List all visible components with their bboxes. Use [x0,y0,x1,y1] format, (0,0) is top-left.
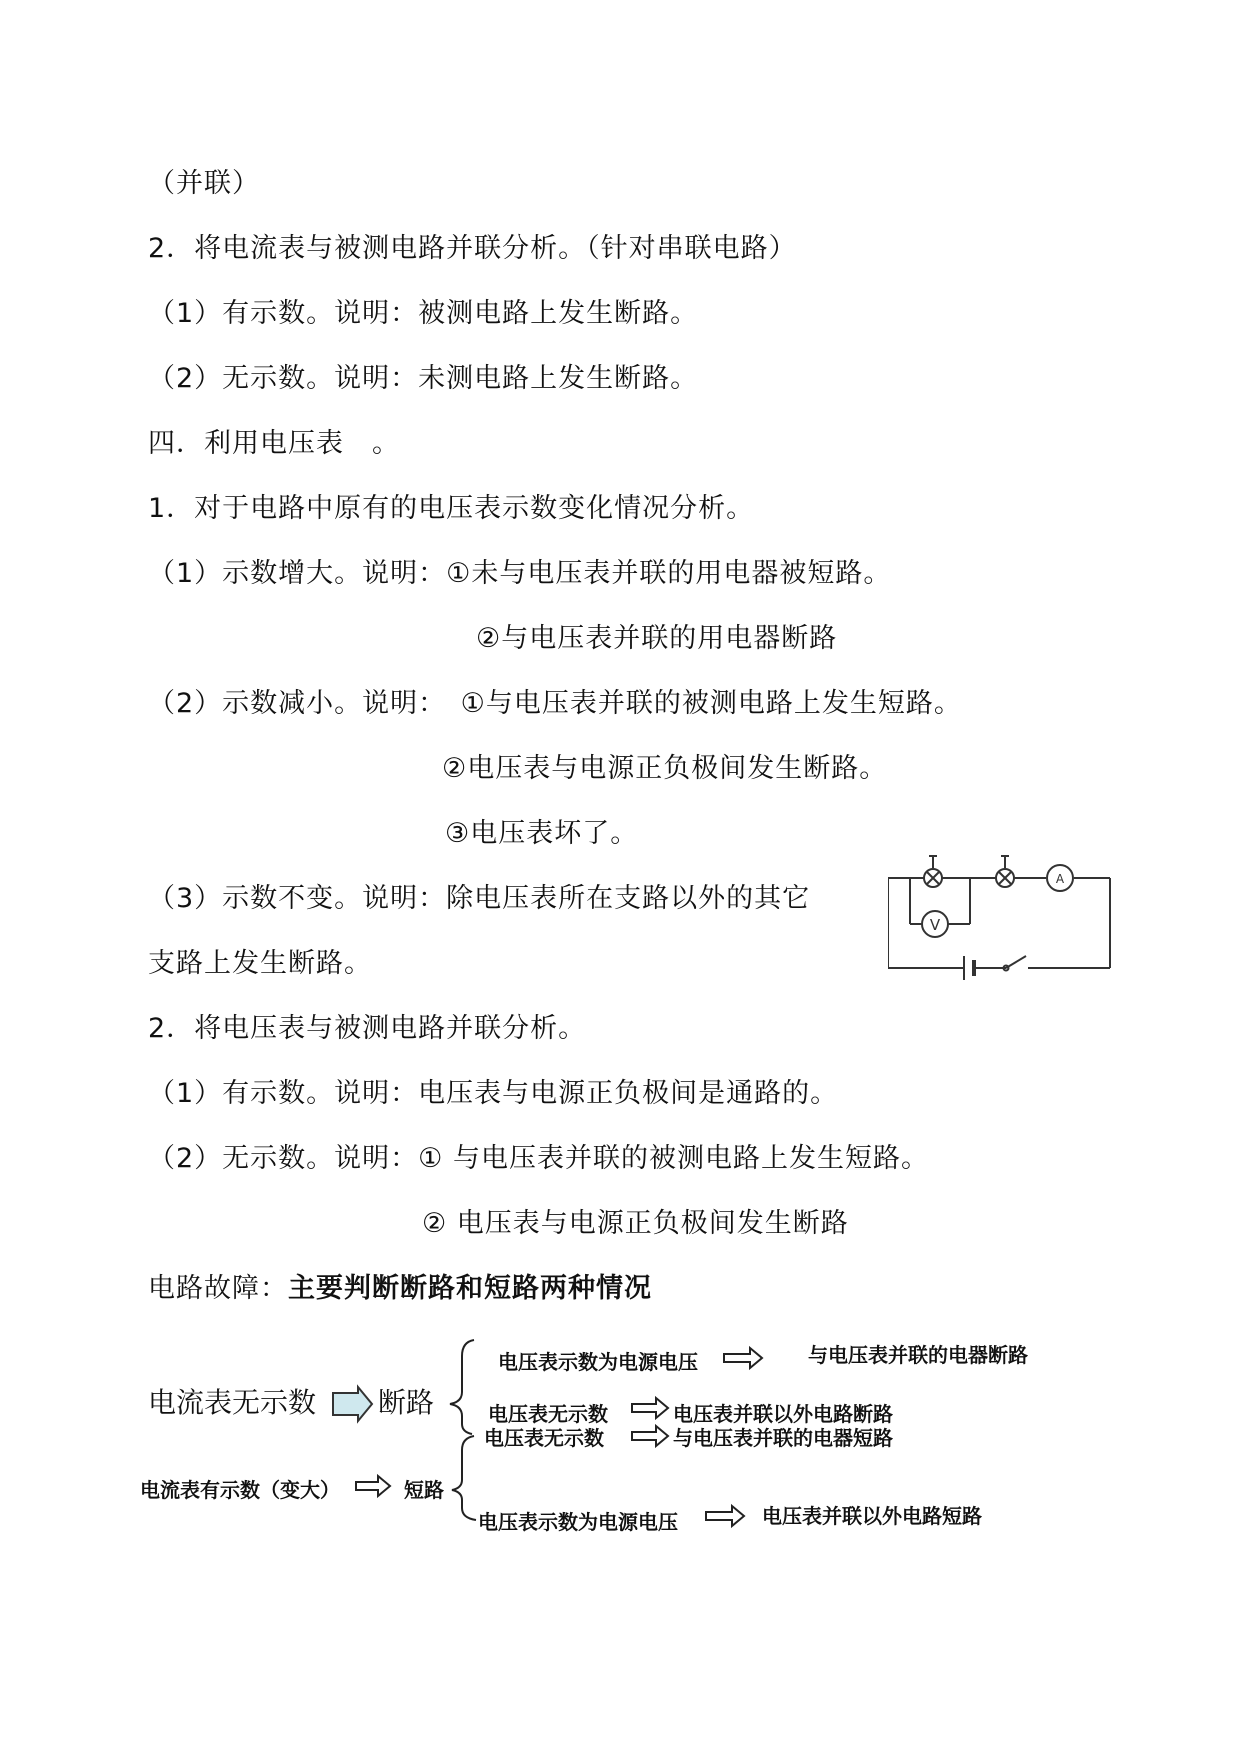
text-line-reading-unchanged: （3）示数不变。说明：除电压表所在支路以外的其它 [148,883,811,914]
fc-arrow-5-icon [706,1506,744,1526]
text-line-increase-cause-2: ②与电压表并联的用电器断路 [476,623,838,654]
fc-open-circuit: 断路 [378,1386,435,1419]
text-line-decrease-cause-3: ③电压表坏了。 [445,818,639,849]
fc-branch-1-result: 与电压表并联的电器断路 [808,1343,1028,1367]
fc-ammeter-reading: 电流表有示数（变大） [140,1478,340,1502]
fc-short-circuit: 短路 [404,1478,444,1502]
fc-ammeter-no-reading: 电流表无示数 [148,1386,317,1419]
text-line-voltmeter-change: 1．对于电路中原有的电压表示数变化情况分析。 [148,493,755,524]
text-line-voltmeter-reading: （1）有示数。说明：电压表与电源正负极间是通路的。 [148,1078,839,1109]
fc-arrow-4-icon [356,1476,390,1496]
summary-text: 主要判断断路和短路两种情况 [288,1273,652,1304]
text-line-no-reading-cause-2: ② 电压表与电源正负极间发生断路 [422,1208,849,1239]
fc-branch-2-result: 电压表并联以外电路断路 [673,1402,893,1426]
fc-arrow-big-icon [333,1387,372,1421]
text-line-reading-decrease: （2）示数减小。说明： ①与电压表并联的被测电路上发生短路。 [148,688,962,719]
text-line-decrease-cause-2: ②电压表与电源正负极间发生断路。 [442,753,888,784]
fc-brace-top-icon [450,1340,474,1434]
text-line-voltmeter-parallel: 2．将电压表与被测电路并联分析。 [148,1013,587,1044]
fc-arrow-1-icon [724,1348,762,1368]
text-line-ammeter-reading: （1）有示数。说明：被测电路上发生断路。 [148,298,699,329]
summary-label: 电路故障： [148,1273,288,1304]
section-heading-voltmeter: 四．利用电压表 。 [148,428,400,459]
fc-branch-4-cond: 电压表示数为电源电压 [478,1510,678,1534]
fc-branch-4-result: 电压表并联以外电路短路 [762,1504,982,1528]
fc-branch-2-cond: 电压表无示数 [488,1402,608,1426]
fc-branch-3-cond: 电压表无示数 [484,1426,604,1450]
text-line-ammeter-heading: 2．将电流表与被测电路并联分析。（针对串联电路） [148,233,797,264]
fc-branch-1-cond: 电压表示数为电源电压 [498,1350,698,1374]
text-line-reading-increase: （1）示数增大。说明：①未与电压表并联的用电器被短路。 [148,558,892,589]
fc-arrow-2-icon [632,1398,668,1418]
ammeter-symbol: A [1055,872,1065,886]
text-line-parallel: （并联） [148,168,260,199]
voltmeter-symbol: V [929,916,941,934]
text-line-ammeter-no-reading: （2）无示数。说明：未测电路上发生断路。 [148,363,699,394]
fc-brace-bottom-icon [452,1436,476,1520]
text-line-voltmeter-no-reading: （2）无示数。说明：① 与电压表并联的被测电路上发生短路。 [148,1143,929,1174]
fc-branch-3-result: 与电压表并联的电器短路 [673,1426,893,1450]
fc-arrow-3-icon [632,1426,668,1446]
text-line-unchanged-cont: 支路上发生断路。 [148,948,372,979]
